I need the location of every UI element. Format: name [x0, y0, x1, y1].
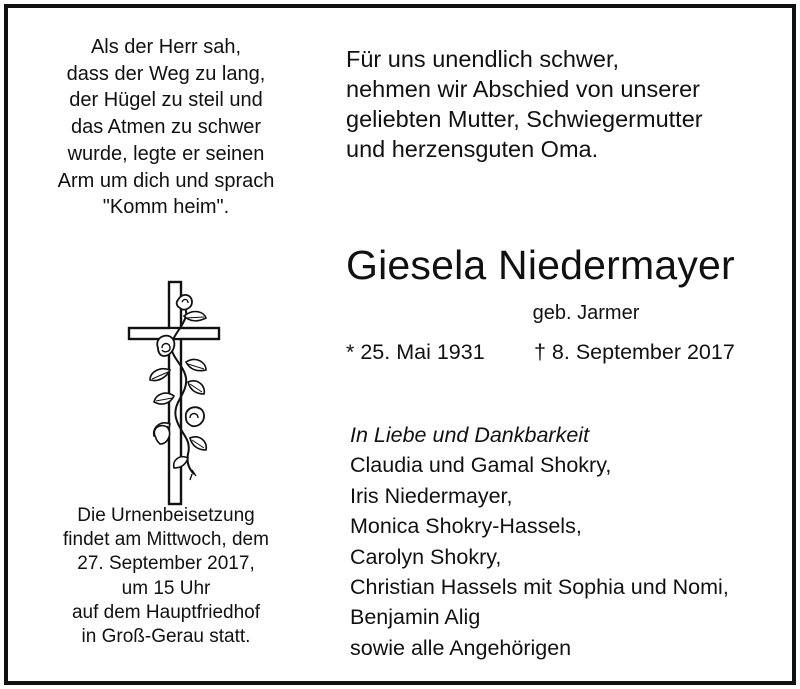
mourner-name: Monica Shokry-Hassels,: [350, 514, 582, 539]
death-date: † 8. September 2017: [534, 340, 735, 364]
mourner-name: sowie alle Angehörigen: [350, 635, 572, 660]
maiden-name: geb. Jarmer: [532, 302, 640, 324]
poem-line: das Atmen zu schwer: [70, 116, 262, 139]
burial-line: auf dem Hauptfriedhof: [71, 601, 260, 623]
obituary-frame: [4, 4, 796, 685]
burial-line: 27. September 2017,: [77, 553, 255, 575]
mourner-name: Claudia und Gamal Shokry,: [350, 453, 612, 478]
poem-line: Als der Herr sah,: [90, 36, 242, 58]
mourner-name: Benjamin Alig: [350, 605, 481, 630]
poem-line: "Komm heim".: [102, 196, 230, 219]
poem-line: dass der Weg zu lang,: [66, 62, 266, 85]
intro-line: Für uns unendlich schwer,: [346, 46, 620, 72]
mourners-lead: In Liebe und Dankbarkeit: [350, 423, 590, 447]
burial-line: um 15 Uhr: [121, 577, 211, 599]
mourner-name: Carolyn Shokry,: [350, 544, 502, 569]
left-column: [16, 34, 316, 648]
poem-line: Arm um dich und sprach: [57, 169, 275, 192]
poem-line: wurde, legte er seinen: [67, 142, 265, 165]
birth-date: * 25. Mai 1931: [346, 340, 485, 364]
intro-line: geliebten Mutter, Schwiegermutter: [346, 106, 703, 132]
burial-line: Die Urnenbeisetzung: [77, 505, 255, 526]
poem: [16, 34, 316, 221]
poem-line: der Hügel zu steil und: [69, 89, 263, 112]
mourners-list: [350, 420, 790, 663]
deceased-name: Giesela Niedermayer: [346, 242, 735, 288]
life-dates: [346, 338, 786, 366]
mourner-name: Christian Hassels mit Sophia und Nomi,: [350, 575, 729, 600]
mourner-name: Iris Niedermayer,: [350, 483, 513, 508]
cross-with-roses-icon: [126, 278, 236, 510]
intro-line: nehmen wir Abschied von unserer: [346, 76, 701, 102]
intro-line: und herzensguten Oma.: [346, 136, 599, 162]
burial-notice: [16, 504, 316, 649]
burial-line: in Groß-Gerau statt.: [81, 626, 251, 648]
farewell-intro: [346, 44, 786, 164]
burial-line: findet am Mittwoch, dem: [63, 529, 269, 551]
